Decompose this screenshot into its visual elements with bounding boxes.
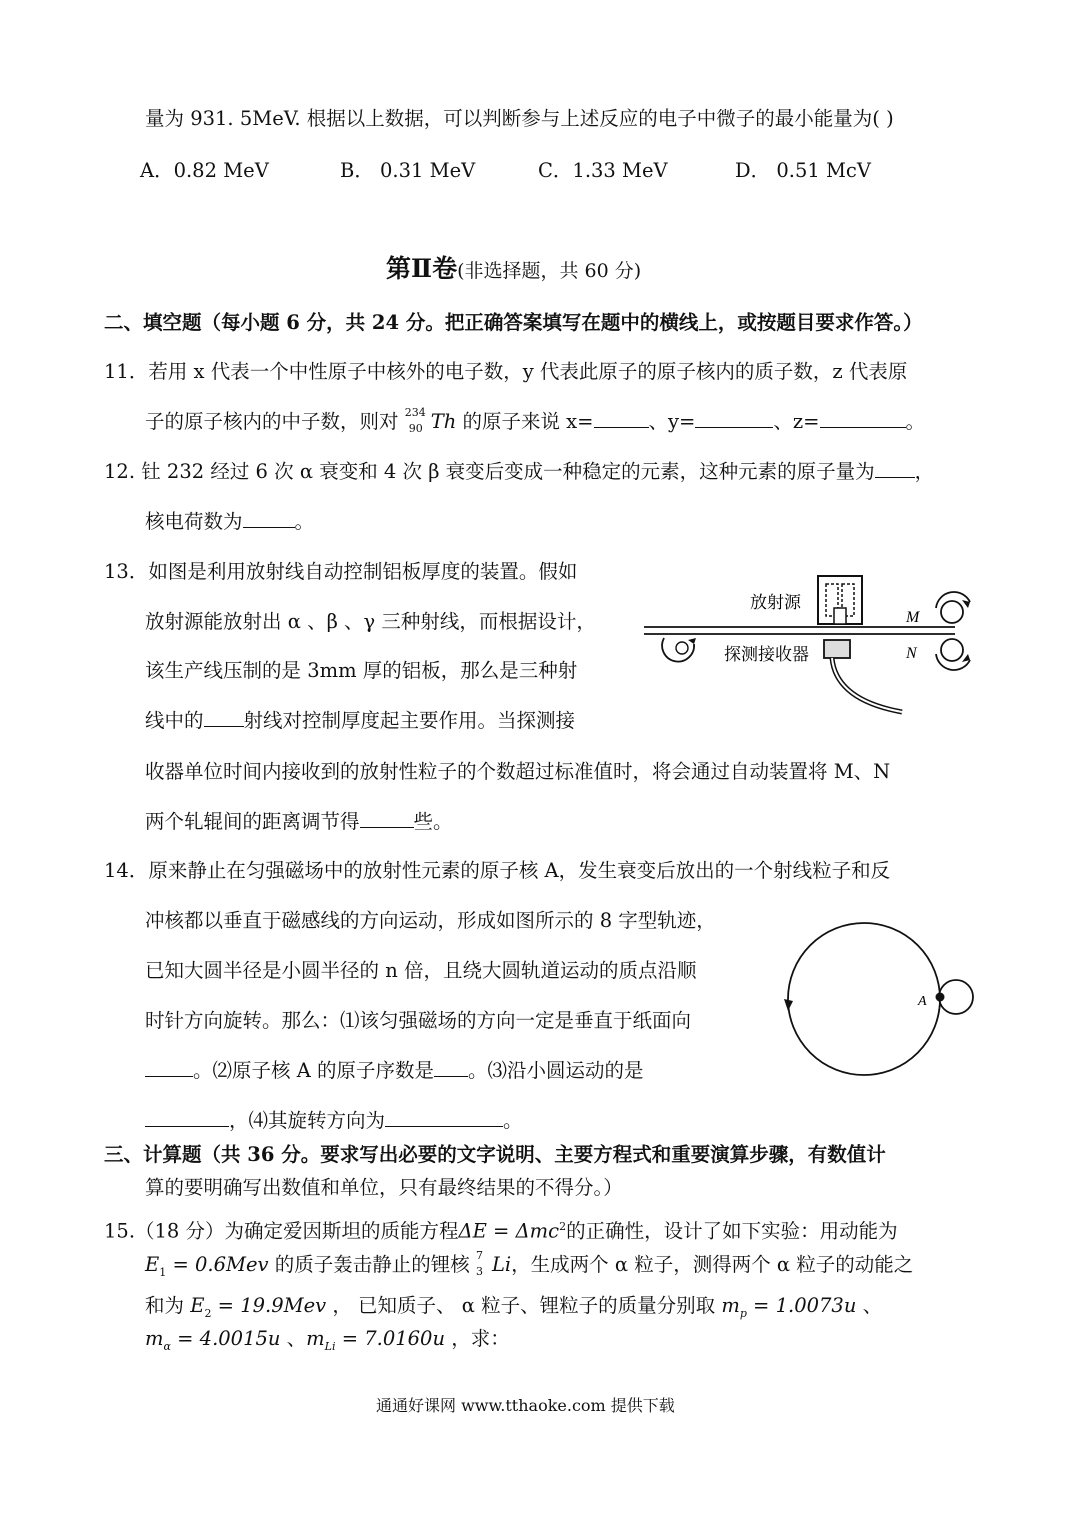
q12-line1 — [104, 458, 934, 486]
q14-figure — [778, 915, 978, 1085]
q11-text-b: 的原子来说 x= — [456, 410, 594, 433]
q14-line2: 冲核都以垂直于磁感线的方向运动，形成如图所示的 8 字型轨迹， — [145, 909, 716, 932]
eq-exponent: 2 — [559, 1220, 567, 1233]
q13-line3: 该生产线压制的是 3mm 厚的铝板，那么是三种射 — [145, 659, 578, 682]
q14-text6b: 。 — [503, 1109, 523, 1132]
q11-sep2: 、z= — [773, 410, 820, 433]
q14-line1: 14．原来静止在匀强磁场中的放射性元素的原子核 A，发生衰变后放出的一个射线粒子和反 — [104, 859, 891, 882]
ma-sub: α — [163, 1339, 171, 1353]
q15-line4 — [145, 1325, 510, 1361]
part3-header-line2: 算的要明确写出数值和单位，只有最终结果的不得分。） — [145, 1176, 623, 1199]
blank-atomic-number[interactable] — [434, 1058, 468, 1077]
q13-line6 — [145, 808, 453, 836]
q12-end1: ， — [914, 460, 935, 483]
q12-line2 — [145, 508, 314, 536]
q15-line2 — [145, 1248, 914, 1287]
q12-text2: 核电荷数为 — [145, 510, 243, 533]
section-title-main: 第Ⅱ卷 — [386, 254, 458, 283]
q14-line6 — [145, 1107, 523, 1135]
mli-sub: Li — [324, 1339, 336, 1353]
label-source: 放射源 — [750, 593, 801, 612]
q15-line3 — [145, 1292, 882, 1328]
mass-energy-equation: ΔE = Δmc — [458, 1219, 560, 1243]
e2-value: = 19.9Mev — [211, 1294, 327, 1317]
q10-last-line: 量为 931. 5MeV. 根据以上数据，可以判断参与上述反应的电子中微子的最小能量为( ) — [145, 107, 894, 130]
li-symbol: Li — [491, 1253, 512, 1276]
label-a: A — [918, 994, 927, 1009]
q15-text1a: 15.（18 分）为确定爱因斯坦的质能方程 — [104, 1219, 459, 1243]
q15-text1b: 的正确性，设计了如下实验：用动能为 — [566, 1219, 898, 1243]
q11-line2 — [145, 405, 926, 437]
q11-end: 。 — [905, 410, 926, 433]
q13-line5: 收器单位时间内接收到的放射性粒子的个数超过标准值时，将会通过自动装置将 M、N — [145, 760, 891, 783]
e1-sub: 1 — [159, 1265, 167, 1279]
e2-sub: 2 — [204, 1306, 212, 1320]
q15-sep: 、 — [280, 1327, 307, 1350]
q13-text4a: 线中的 — [145, 709, 204, 732]
q14-line4: 时针方向旋转。那么：⑴该匀强磁场的方向一定是垂直于纸面向 — [145, 1009, 692, 1032]
th-nuclide — [404, 405, 431, 437]
blank-field-direction[interactable] — [145, 1058, 193, 1077]
li-nuclide — [475, 1248, 492, 1280]
label-detector: 探测接收器 — [724, 645, 809, 664]
blank-rotation-direction[interactable] — [385, 1108, 503, 1127]
option-c: C．1.33 MeV — [538, 159, 668, 182]
e2-symbol: E — [190, 1294, 205, 1317]
part3-header-line1: 三、计算题（共 36 分。要求写出必要的文字说明、主要方程式和重要演算步骤，有数值计 — [104, 1143, 886, 1166]
q14-text5a: 。⑵原子核 A 的原子序数是 — [193, 1059, 434, 1082]
q11-line1: 11．若用 x 代表一个中性原子中核外的电子数，y 代表此原子的原子核内的质子数，z 代表原 — [104, 360, 908, 383]
q13-figure — [640, 568, 985, 720]
option-b: B． 0.31 MeV — [340, 159, 476, 182]
left-roller-icon — [662, 638, 696, 662]
mp-symbol: m — [721, 1294, 740, 1317]
blank-y[interactable] — [695, 409, 773, 428]
blank-atomic-mass[interactable] — [875, 459, 915, 478]
mp-sub: p — [739, 1306, 747, 1320]
ma-symbol: m — [145, 1327, 164, 1350]
q13-line2: 放射源能放射出 α 、β 、γ 三种射线，而根据设计， — [145, 610, 596, 633]
section-title-sub: (非选择题，共 60 分) — [457, 260, 642, 282]
q14-text5b: 。⑶沿小圆运动的是 — [467, 1059, 644, 1082]
q13-line1: 13．如图是利用放射线自动控制铝板厚度的装置。假如 — [104, 560, 578, 583]
option-a: A．0.82 MeV — [140, 159, 269, 182]
mli-value: = 7.0160u — [335, 1327, 446, 1350]
radiation-source-icon — [818, 576, 862, 624]
mli-symbol: m — [306, 1327, 325, 1350]
q13-text6a: 两个轧辊间的距离调节得 — [145, 810, 360, 833]
q14-line5 — [145, 1057, 644, 1085]
q11-text-a: 子的原子核内的中子数，则对 — [145, 410, 405, 433]
q12-end2: 。 — [294, 510, 315, 533]
q15-text2b: 的质子轰击静止的锂核 — [268, 1253, 476, 1276]
th-atomic: 90 — [408, 421, 423, 435]
blank-ray-type[interactable] — [204, 708, 244, 727]
q15-text2c: ，生成两个 α 粒子，测得两个 α 粒子的动能之 — [511, 1253, 914, 1276]
blank-small-circle-particle[interactable] — [145, 1108, 229, 1127]
label-m: M — [906, 609, 920, 626]
section-title — [386, 255, 641, 285]
q15-text3b: ， 已知质子、 α 粒子、锂粒子的质量分别取 — [326, 1294, 722, 1317]
q15-text3end: 、 — [856, 1294, 883, 1317]
q14-text6a: ，⑷其旋转方向为 — [229, 1109, 386, 1132]
detector-icon — [824, 640, 850, 658]
q13-text6b: 些。 — [413, 810, 453, 833]
q15-text4end: ，求： — [445, 1327, 510, 1350]
nucleus-a-point — [936, 993, 945, 1002]
li-mass: 7 — [475, 1248, 483, 1262]
roller-m-icon — [936, 592, 970, 623]
page-footer: 通通好课网 www.tthaoke.com 提供下载 — [376, 1396, 675, 1415]
q14-line3: 已知大圆半径是小圆半径的 n 倍，且绕大圆轨道运动的质点沿顺 — [145, 959, 697, 982]
q11-sep1: 、y= — [648, 410, 696, 433]
option-d: D． 0.51 McV — [735, 159, 871, 182]
e1-symbol: E — [145, 1253, 160, 1276]
ma-value: = 4.0015u — [170, 1327, 281, 1350]
th-symbol: Th — [430, 410, 457, 433]
q13-line4 — [145, 707, 575, 735]
orbit-arrow-icon — [784, 999, 793, 1011]
li-atomic: 3 — [475, 1264, 483, 1278]
q15-line1 — [104, 1213, 898, 1246]
e1-value: = 0.6Mev — [166, 1253, 269, 1276]
blank-x[interactable] — [594, 409, 649, 428]
q12-text: 12. 钍 232 经过 6 次 α 衰变和 4 次 β 衰变后变成一种稳定的元素，这种元素的原子量为 — [104, 460, 875, 483]
th-mass: 234 — [404, 405, 426, 419]
mp-value: = 1.0073u — [746, 1294, 857, 1317]
q13-text4b: 射线对控制厚度起主要作用。当探测接 — [243, 709, 576, 732]
blank-z[interactable] — [820, 409, 906, 428]
blank-distance[interactable] — [360, 809, 414, 828]
part2-header: 二、填空题（每小题 6 分，共 24 分。把正确答案填写在题中的横线上，或按题目要求作答。） — [104, 311, 923, 334]
blank-nuclear-charge[interactable] — [243, 509, 295, 528]
q15-text3a: 和为 — [145, 1294, 191, 1317]
roller-n-icon — [936, 639, 970, 670]
label-n: N — [906, 645, 917, 662]
